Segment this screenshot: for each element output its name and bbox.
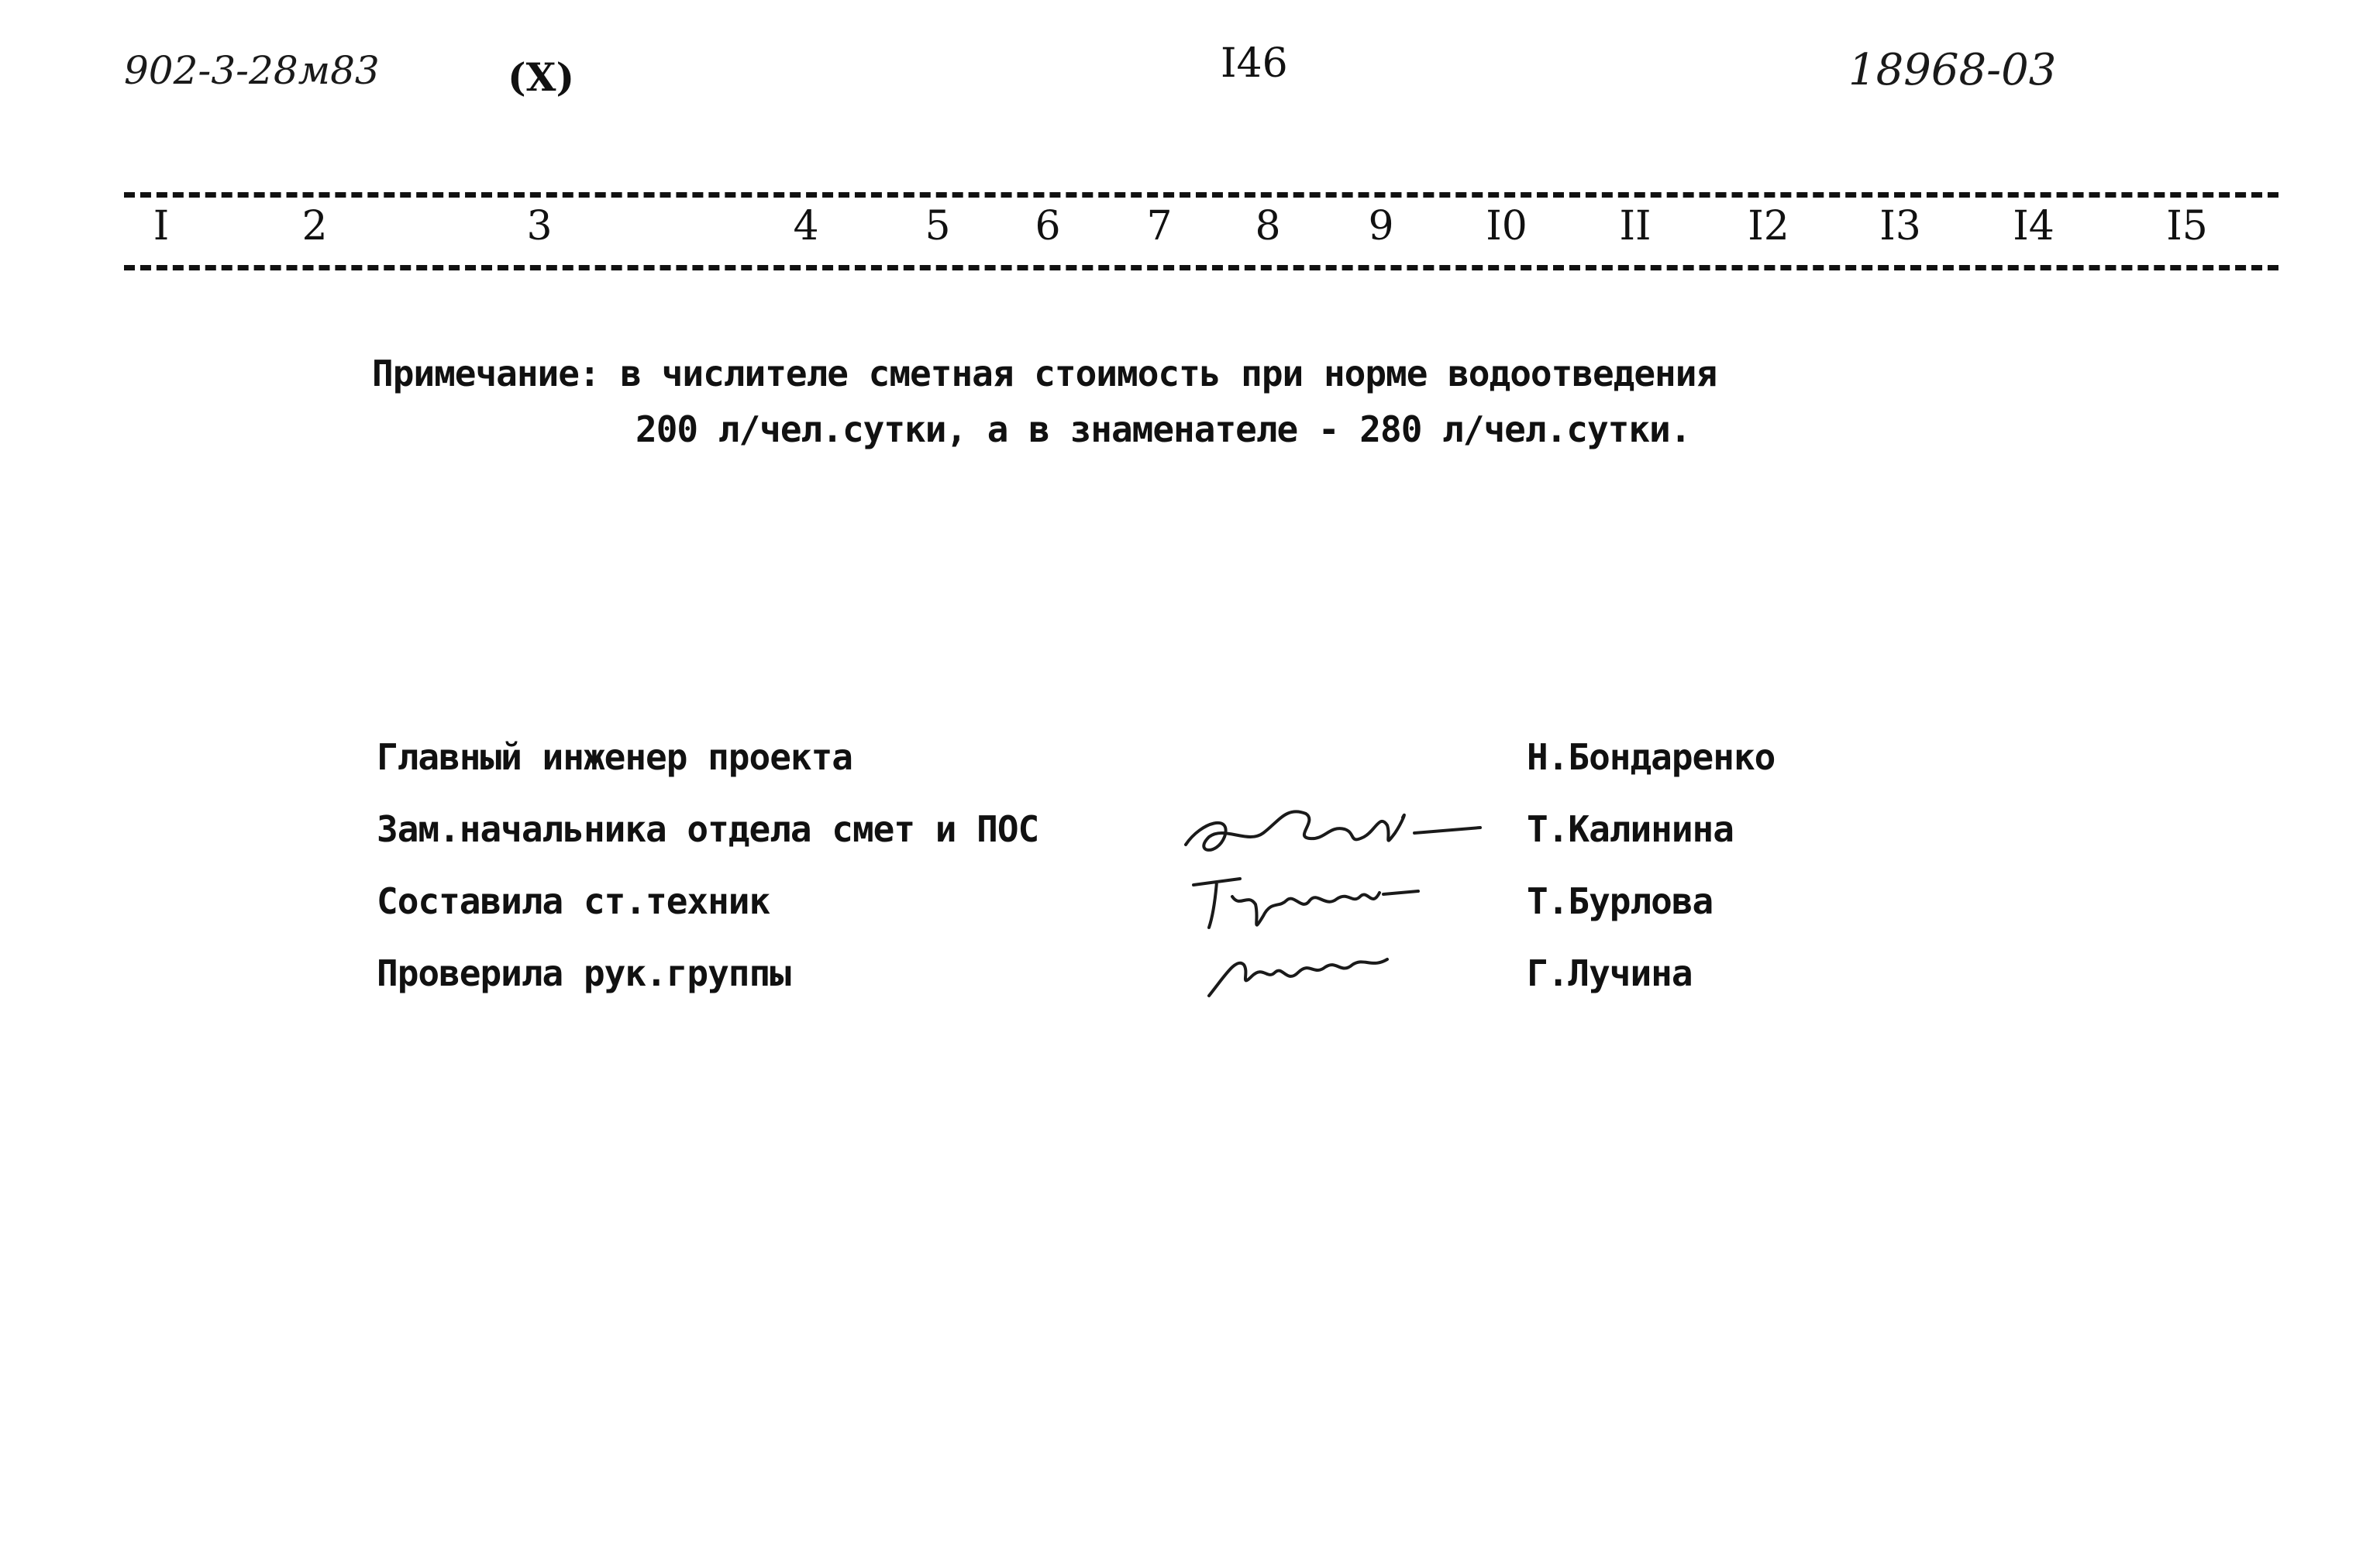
signature-role: Проверила рук.группы	[377, 952, 790, 994]
column-number: I	[153, 203, 170, 250]
signature-name: Т.Калинина	[1527, 808, 1734, 850]
column-number: 6	[1035, 203, 1061, 250]
column-number: II	[1619, 203, 1652, 250]
column-number: I0	[1486, 203, 1528, 250]
page-number: I46	[1221, 40, 1288, 87]
section-mark: (X)	[508, 54, 575, 100]
table-bottom-rule	[124, 265, 2278, 270]
column-number: I2	[1748, 203, 1789, 250]
column-number: 7	[1146, 203, 1173, 250]
signature-name: Т.Бурлова	[1527, 880, 1714, 922]
handwritten-signature	[1186, 862, 1434, 939]
column-number: I5	[2166, 203, 2208, 250]
archive-number: 18968-03	[1848, 45, 2057, 95]
column-number: 5	[925, 203, 951, 250]
column-number: 2	[301, 203, 328, 250]
handwritten-signature	[1170, 790, 1496, 868]
column-number: 4	[793, 203, 819, 250]
column-number: I4	[2013, 203, 2055, 250]
note-line-2: 200 л/чел.сутки, а в знаменателе - 280 л/чел.сутки.	[635, 408, 1691, 450]
column-number: 8	[1255, 203, 1281, 250]
table-top-rule	[124, 192, 2278, 198]
column-number: 3	[526, 203, 553, 250]
note-line-1: Примечание: в числителе сметная стоимость при норме водоотведения	[372, 353, 1717, 394]
signature-role: Главный инженер проекта	[377, 736, 852, 778]
handwritten-signature	[1201, 930, 1418, 1007]
signature-role: Зам.начальника отдела смет и ПОС	[377, 808, 1039, 850]
signature-name: Г.Лучина	[1527, 952, 1693, 994]
signature-role: Составила ст.техник	[377, 880, 770, 922]
column-number: 9	[1368, 203, 1394, 250]
document-code: 902-3-28м83	[124, 48, 380, 93]
signature-name: Н.Бондаренко	[1527, 736, 1776, 778]
column-number: I3	[1879, 203, 1921, 250]
